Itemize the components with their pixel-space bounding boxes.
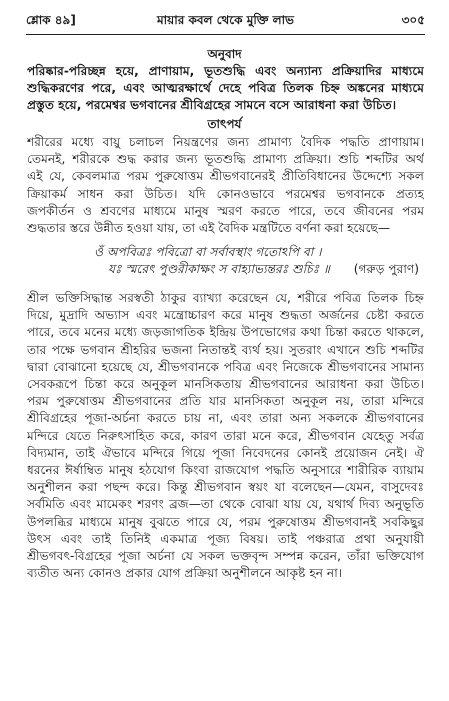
purport-line: পরম পুরুষোত্তম শ্রীভগবানের প্রতি যার মানসিকতা অনুকূল নয়, তারা মন্দিরে <box>27 394 424 409</box>
purport-line: মন্দিরে যেতে নিরুৎসাহিত করে, কারণ তারা মনে করে, শ্রীভগবান যেহেতু সর্বত্র <box>27 428 424 443</box>
purport-line: ক্রিয়াকর্ম সাধন করা উচিত। যদি কোনওভাবে পরমেশ্বর ভগবানকে প্রত্যহ <box>27 186 424 201</box>
purport-line: ধরনের ঈর্ষাম্বিত মানুষ হঠযোগ কিংবা রাজযোগ পদ্ধতি অনুসারে শারীরিক ব্যায়াম <box>27 463 424 478</box>
running-header <box>26 12 425 32</box>
purport-line: তার পক্ষে ভগবান শ্রীহরির ভজনা নিতান্তই ব্যর্থ হয়। সুতরাং এখানে শুচি শব্দটির <box>27 342 424 357</box>
translation-line: শুদ্ধিকরণের পরে, এবং আত্মরক্ষার্থে দেহে পবিত্র তিলক চিহ্ন অঙ্কনের মাধ্যমে <box>27 81 424 96</box>
verse-line-1: ওঁ অপবিত্রঃ পবিত্রো বা সর্বাবস্থাং গতোঽপি বা । <box>94 245 322 259</box>
purport-line: শ্রীল ভক্তিসিদ্ধান্ত সরস্বতী ঠাকুর ব্যাখ্যা করেছেন যে, শরীরে পবিত্র তিলক চিহ্ন <box>27 291 424 305</box>
purport-line: উপলব্ধির মাধ্যমে মানুষ বুঝতে পারে যে, পরম পুরুষোত্তম শ্রীভগবানই সবকিছুর <box>27 514 424 529</box>
purport-line: দ্বারা বোঝানো হয়েছে যে, শ্রীভগবানকে পবিত্র এবং নিজেকে শ্রীভগবানের সামান্য <box>27 359 424 374</box>
purport-line: শ্রীবিগ্রহের পূজা-অর্চনা করতে চায় না, এবং তারা অন্য সকলকে শ্রীভগবানের <box>27 411 424 426</box>
purport-line: সর্বমিতি এবং মামেকং শরণং ব্রজ—তা থেকে বোঝা যায় যে, যথার্থ দিব্য অনুভূতি <box>27 497 424 512</box>
translation-text <box>27 63 424 115</box>
chapter-title: মায়ার কবল থেকে মুক্তি লাভ <box>157 13 294 27</box>
purport-line: শরীরের মধ্যে বায়ু চলাচল নিয়ন্ত্রণের জন্য প্রামাণ্য বৈদিক পদ্ধতি প্রাণায়াম। <box>27 135 424 149</box>
purport-line: পারে, তবে মনের মধ্যে জড়জাগতিক ইন্দ্রিয় উপভোগের কথা চিন্তা করতে থাকলে, <box>27 325 424 340</box>
translation-line: প্রস্তুত হয়ে, পরমেশ্বর ভগবানের শ্রীবিগ্রহের সামনে বসে আরাধনা করা উচিত। <box>27 98 397 113</box>
purport-line: দিয়ে, মুদ্রাদি অভ্যাস এবং মন্ত্রোচ্চারণ করে মানুষ শুদ্ধতা অর্জনের চেষ্টা করতে <box>27 308 424 323</box>
purport-line: এই যে, কেবলমাত্র পরম পুরুষোত্তম শ্রীভগবানেরই প্রীতিবিধানের উদ্দেশ্যে সকল <box>27 169 424 184</box>
purport-line: জপকীর্তন ও শ্রবণের মাধ্যমে মানুষ স্মরণ করতে পারে, তবে জীবনের পরম <box>27 203 424 218</box>
purport-line: সেবকরূপে চিন্তা করে অনুকূল মানসিকতায় শ্রীভগবানের আরাধনা করা উচিত। <box>27 377 424 392</box>
purport-line: শ্রীভগবৎ-বিগ্রহের পূজা অর্চনা যে সকল ভক্তবৃন্দ সম্পন্ন করেন, তাঁরা ভক্তিযোগ <box>27 549 424 564</box>
purport-line: ব্যতীত অন্য কোনও প্রকার যোগ প্রক্রিয়া অনুশীলনে আকৃষ্ট হন না। <box>27 566 343 581</box>
verse-reference: শ্লোক ৪৯] <box>26 13 76 27</box>
verse-line-2: যঃ স্মরেৎ পুণ্ডরীকাক্ষং স বাহ্যাভ্যন্তরঃ শুচিঃ ॥ <box>108 262 330 276</box>
purport-line: বিদ্যমান, তাই ঐভাবে মন্দিরে গিয়ে পূজা নিবেদনের কোনই প্রয়োজন নেই। ঐ <box>27 445 424 460</box>
header-divider <box>26 34 425 35</box>
purport-paragraph-2 <box>27 290 424 582</box>
purport-heading: তাৎপর্য <box>207 117 242 131</box>
purport-line: তেমনই, শরীরকে শুদ্ধ করার জন্য ভূতশুদ্ধি প্রামাণ্য প্রক্রিয়া। শুচি শব্দটির অর্থ <box>27 152 424 167</box>
purport-line: উৎস এবং তাই তিনিই একমাত্র পূজ্য বিষয়। তাই পঞ্চরাত্র প্রথা অনুযায়ী <box>27 531 424 546</box>
purport-line: অনুশীলন করা পছন্দ করে। কিন্তু শ্রীভগবান স্বয়ং যা বলেছেন—যেমন, বাসুদেবঃ <box>27 480 424 495</box>
translation-line: পরিষ্কার-পরিচ্ছন্ন হয়ে, প্রাণায়াম, ভূতশুদ্ধি এবং অন্যান্য প্রক্রিয়াদির মাধ্যমে <box>27 64 424 78</box>
verse-source: (গরুড় পুরাণ) <box>353 262 419 276</box>
purport-line: শুদ্ধতার স্তরে উন্নীত হওয়া যায়, তা এই বৈদিক মন্ত্রটিতে বর্ণনা করা হয়েছে— <box>27 221 391 236</box>
page-number: ৩০৫ <box>401 13 425 27</box>
translation-heading: অনুবাদ <box>207 47 242 61</box>
purport-paragraph-1 <box>27 134 424 237</box>
